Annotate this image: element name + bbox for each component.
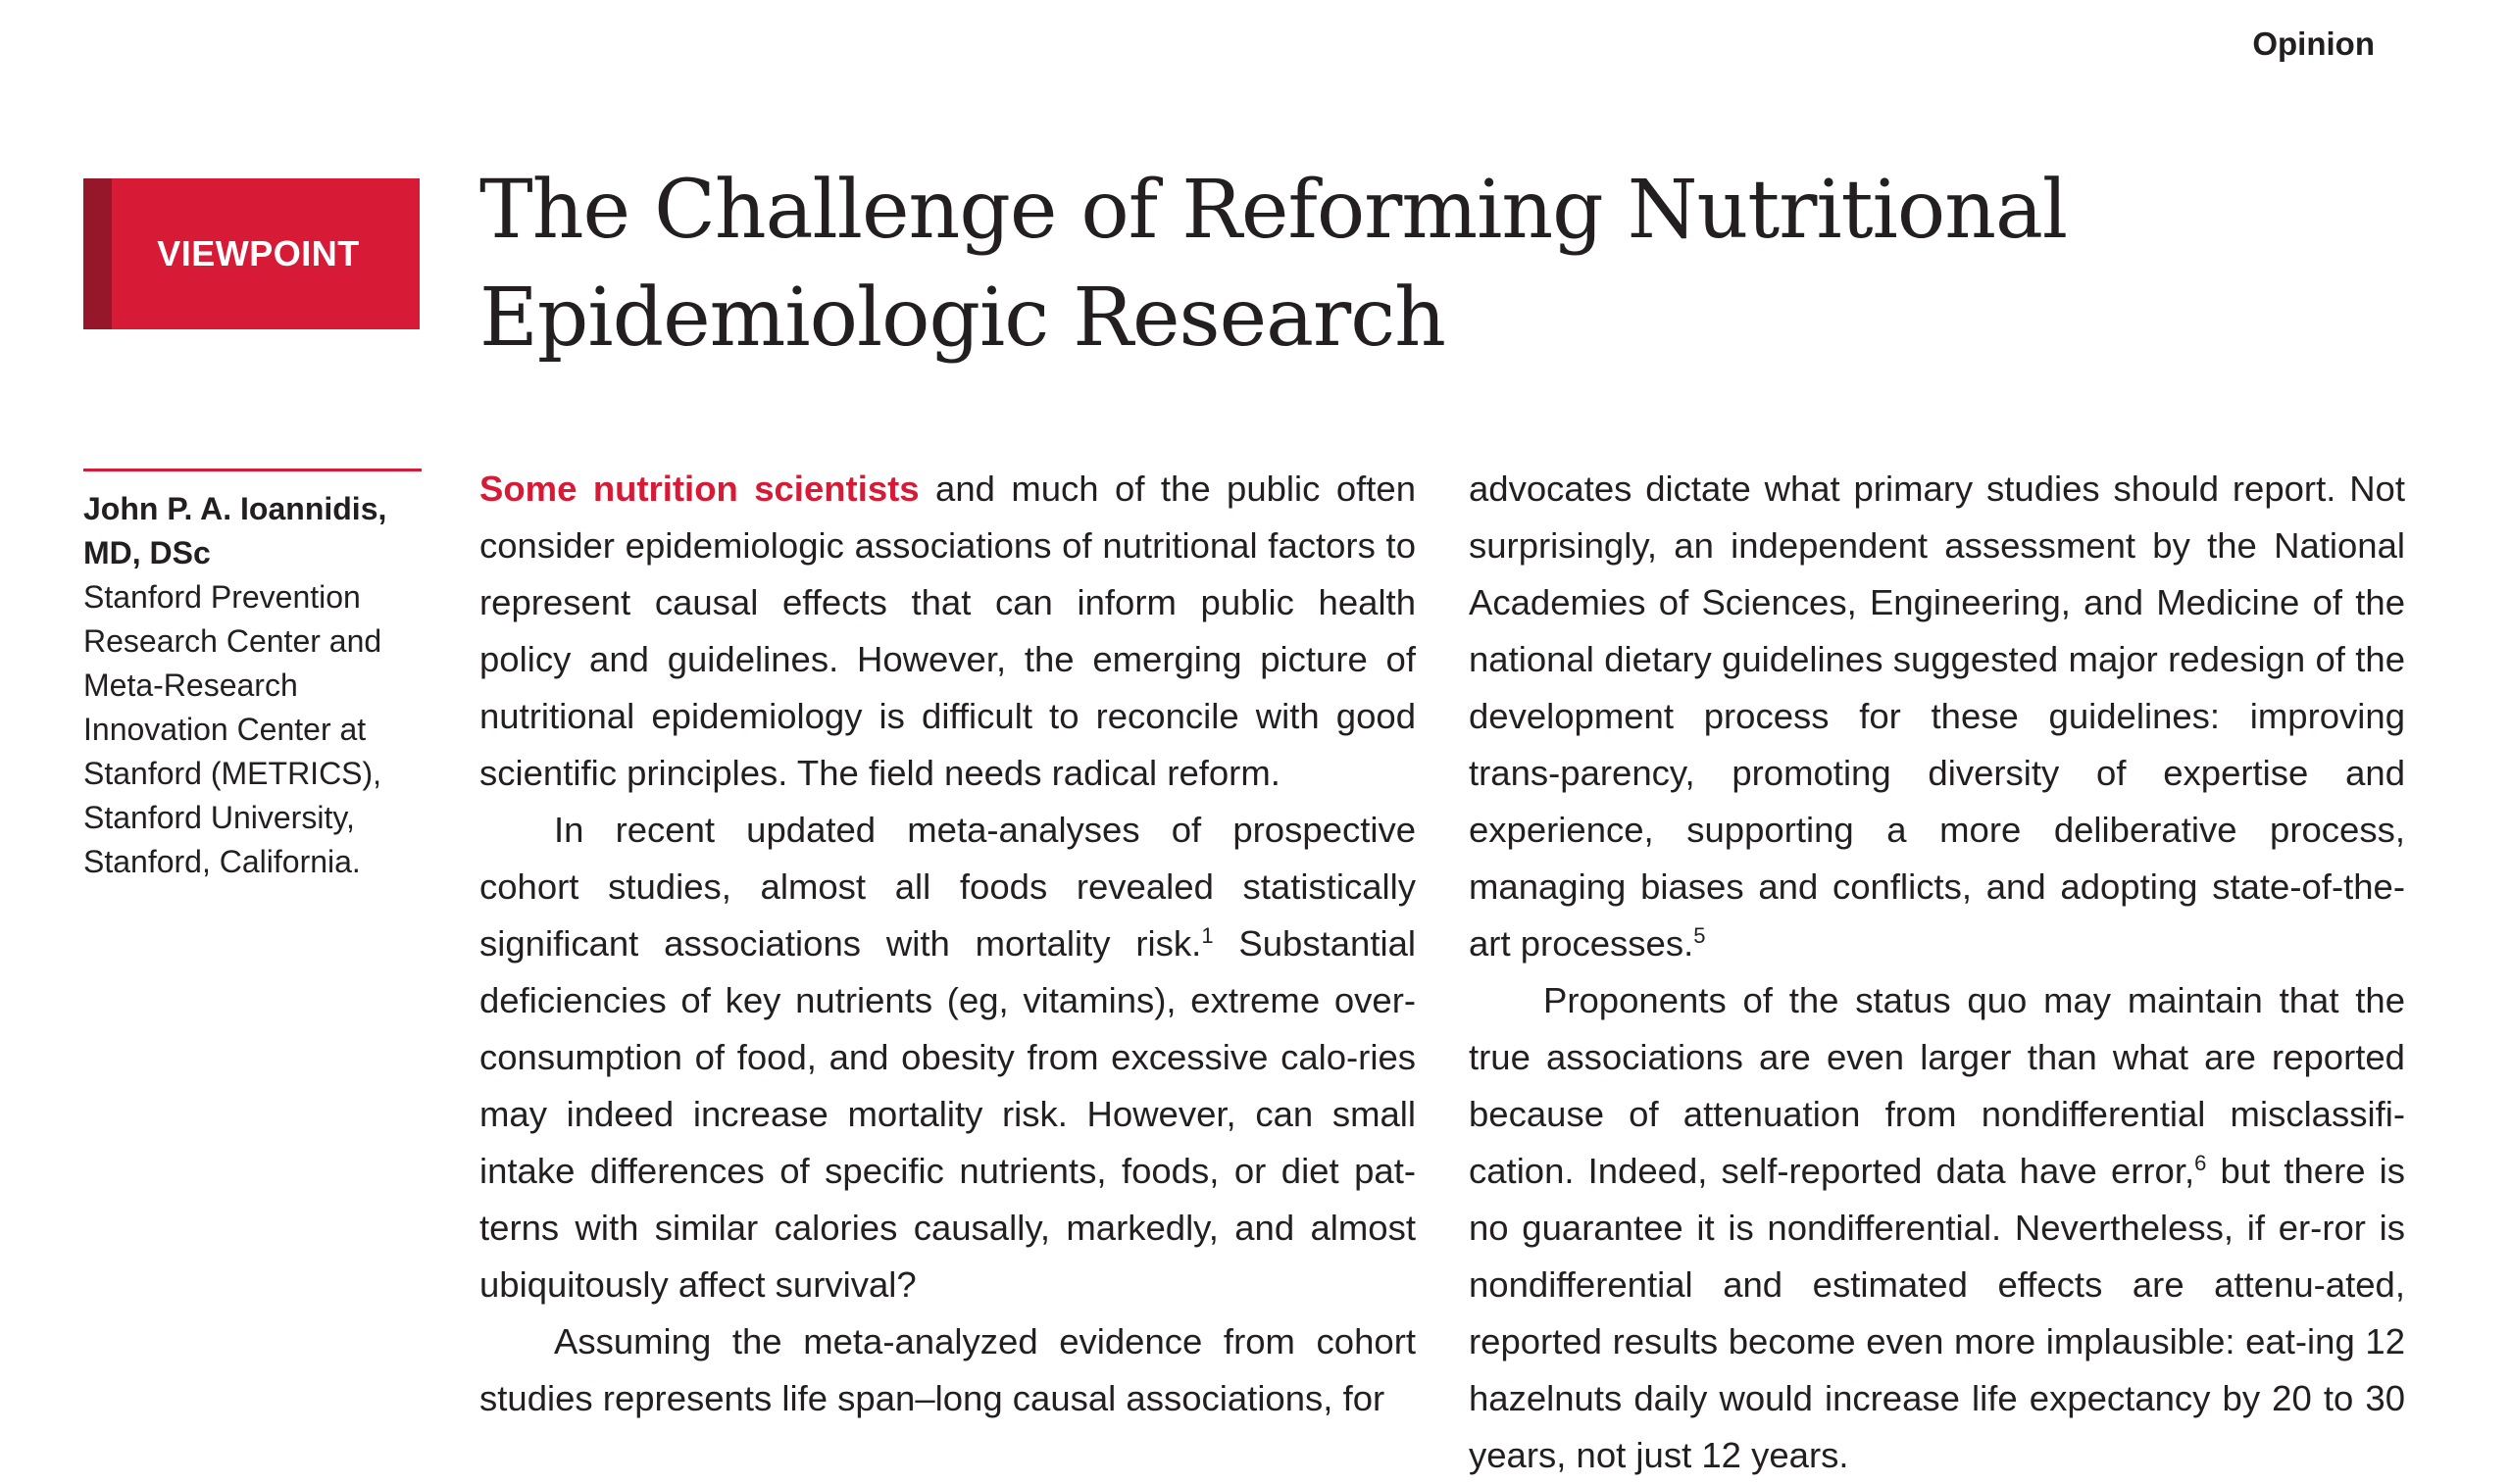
author-name: John P. A. Ioannidis, MD, DSc xyxy=(83,491,387,570)
paragraph-text: Substantial deficiencies of key nutrients (eg, vitamins), extreme over-consumption of food, and obesity from excessive calo-ries may indeed increase mortality risk. However, can small intake differences of specific nutrients, foods, or diet pat-terns with similar calories causally, markedly, and almost ubiquitously affect survival? xyxy=(479,923,1417,1305)
viewpoint-badge xyxy=(83,178,420,329)
paragraph xyxy=(1469,972,2405,1484)
reference-mark: 6 xyxy=(2194,1150,2207,1175)
paragraph xyxy=(479,1313,1416,1427)
title-line-1: The Challenge of Reforming Nutritional xyxy=(479,164,2068,257)
body-column-right xyxy=(1469,461,2405,1484)
paragraph-text: advocates dictate what primary studies should report. Not surprisingly, an independent assessment by the National Academies of Sciences, Engineering, and Medicine of the national dietary guidelines suggested major redesign of the development process for these guidelines: improving trans-parency, promoting diversity of expertise and experience, supporting a more deliberative process, managing biases and conflicts, and adopting state-of-the-art processes. xyxy=(1469,469,2405,964)
section-label: Opinion xyxy=(2252,25,2375,62)
paragraph-text: In recent updated meta-analyses of prospective cohort studies, almost all foods revealed statistically significant associations with mortality risk. xyxy=(479,810,1416,964)
paragraph xyxy=(479,802,1416,1313)
author-affiliation: Stanford Prevention Research Center and Meta-Research Innovation Center at Stanford (METRICS), Stanford University, Stanford, California. xyxy=(83,579,382,879)
badge-label: VIEWPOINT xyxy=(157,233,360,273)
paragraph-text: Proponents of the status quo may maintain that the true associations are even larger than what are reported because of attenuation from nondifferential misclassifi-cation. Indeed, self-reported data have error, xyxy=(1469,980,2405,1191)
paragraph-text: Assuming the meta-analyzed evidence from cohort studies represents life span–long causal associations, for xyxy=(479,1321,1416,1418)
reference-mark: 1 xyxy=(1201,922,1214,948)
paragraph-text: and much of the public often consider epidemiologic associations of nutritional factors to represent causal effects that can inform public health policy and guidelines. However, the emerging picture of nutritional epidemiology is difficult to reconcile with good scientific principles. The field needs radical reform. xyxy=(479,469,1416,793)
article-title xyxy=(479,157,2146,372)
paragraph xyxy=(1469,461,2405,972)
paragraph xyxy=(479,461,1416,802)
paragraph-text: but there is no guarantee it is nondifferential. Nevertheless, if er-ror is nondifferential and estimated effects are attenu-ated, reported results become even more implausible: eat-ing 12 hazelnuts daily would increase life expectancy by 20 to 30 years, not just 12 years. xyxy=(1469,1151,2406,1475)
body-column-left xyxy=(479,461,1416,1427)
reference-mark: 5 xyxy=(1693,922,1706,948)
lead-in: Some nutrition scientists xyxy=(479,469,920,509)
author-block xyxy=(83,469,422,884)
title-line-2: Epidemiologic Research xyxy=(479,272,1445,365)
